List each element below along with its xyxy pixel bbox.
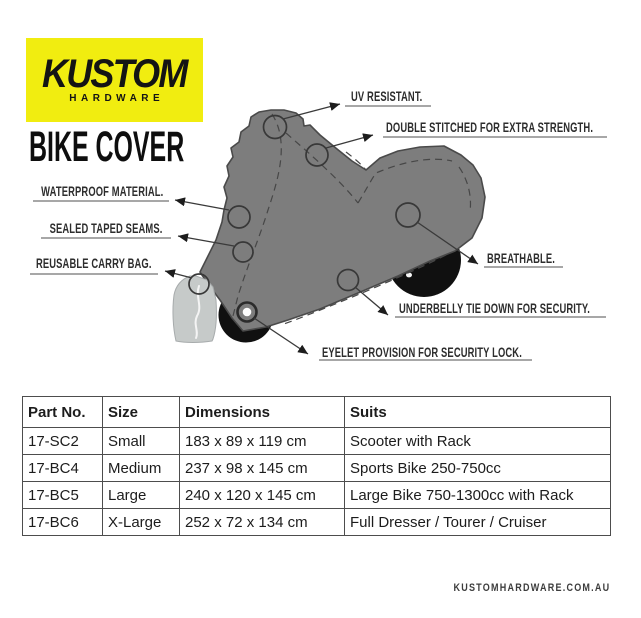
cell-size: Large [103, 482, 180, 509]
cell-part-no: 17-SC2 [23, 428, 103, 455]
callout-sealed-seams: SEALED TAPED SEAMS. [49, 220, 162, 236]
cell-size: Medium [103, 455, 180, 482]
cell-part-no: 17-BC4 [23, 455, 103, 482]
table-row [23, 428, 611, 455]
cell-dimensions: 252 x 72 x 134 cm [180, 509, 345, 536]
cell-dimensions: 240 x 120 x 145 cm [180, 482, 345, 509]
page-title: BIKE COVER [29, 123, 185, 171]
table-row [23, 482, 611, 509]
header-part-no: Part No. [23, 397, 103, 428]
cell-suits: Scooter with Rack [345, 428, 611, 455]
callout-breathable: BREATHABLE. [487, 250, 556, 266]
brand-name: KUSTOM [42, 52, 187, 96]
cell-dimensions: 237 x 98 x 145 cm [180, 455, 345, 482]
cell-dimensions: 183 x 89 x 119 cm [180, 428, 345, 455]
table-header-row [23, 397, 611, 428]
callout-double-stitched: DOUBLE STITCHED FOR EXTRA STRENGTH. [386, 119, 594, 135]
header-dimensions: Dimensions [180, 397, 345, 428]
size-table [22, 396, 611, 536]
callout-waterproof: WATERPROOF MATERIAL. [40, 183, 163, 199]
callout-carry-bag: REUSABLE CARRY BAG. [36, 255, 152, 271]
cell-part-no: 17-BC6 [23, 509, 103, 536]
brand-tagline: HARDWARE [69, 93, 165, 104]
cell-suits: Large Bike 750-1300cc with Rack [345, 482, 611, 509]
header-suits: Suits [345, 397, 611, 428]
callout-uv-resistant: UV RESISTANT. [351, 88, 423, 104]
table-row [23, 455, 611, 482]
carry-bag [173, 276, 216, 343]
header-size: Size [103, 397, 180, 428]
cell-suits: Sports Bike 250-750cc [345, 455, 611, 482]
cell-suits: Full Dresser / Tourer / Cruiser [345, 509, 611, 536]
callout-underbelly: UNDERBELLY TIE DOWN FOR SECURITY. [399, 300, 591, 316]
cell-part-no: 17-BC5 [23, 482, 103, 509]
cell-size: X-Large [103, 509, 180, 536]
cell-size: Small [103, 428, 180, 455]
callout-eyelet: EYELET PROVISION FOR SECURITY LOCK. [322, 344, 522, 360]
table-row [23, 509, 611, 536]
website-url: KUSTOMHARDWARE.COM.AU [453, 582, 610, 594]
